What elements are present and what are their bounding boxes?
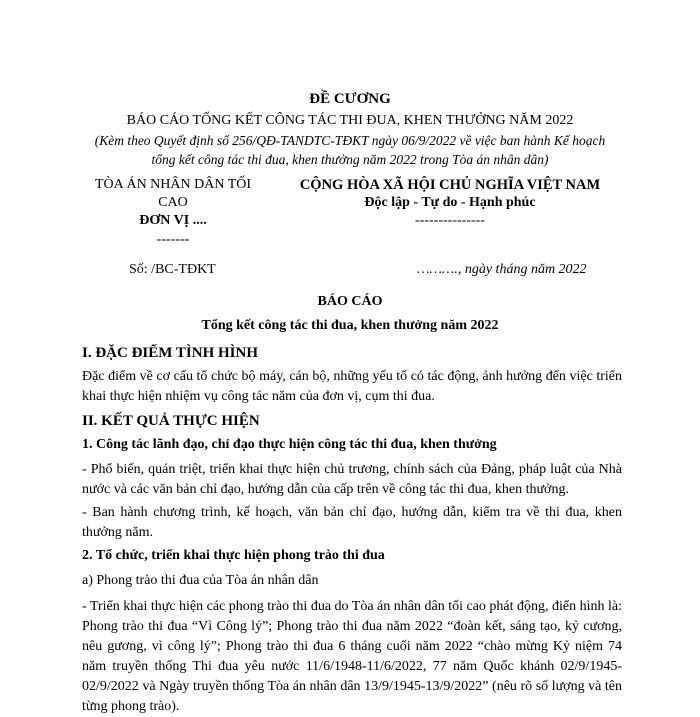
report-subtitle: Tổng kết công tác thi đua, khen thưởng năm 2022 <box>201 318 499 333</box>
doc-note-line2: tổng kết công tác thi đua, khen thưởng năm 2022 trong Tòa án nhân dân) <box>151 152 549 167</box>
section1-text: Đặc điểm về cơ cấu tổ chức bộ máy, cán bộ, những yếu tố có tác động, ảnh hưởng đến việc triển khai thực hiện nhiệm vụ công tác năm của đơn vị, cụm thi đua. <box>82 369 622 404</box>
report-title: BÁO CÁO <box>317 294 383 309</box>
sub2-item-a: a) Phong trào thi đua của Tòa án nhân dân <box>82 573 319 588</box>
sub1-paragraph1: - Phổ biến, quán triệt, triển khai thực hiện chủ trương, chính sách của Đảng, pháp luật của Nhà nước và các văn bản chỉ đạo, hướng dẫn của cấp trên về công tác thi đua, khen thưởng. <box>82 462 622 497</box>
section1-heading: I. ĐẶC ĐIỂM TÌNH HÌNH <box>82 345 258 361</box>
doc-number: Số: /BC-TĐKT <box>129 262 216 277</box>
doc-subtitle: BÁO CÁO TỔNG KẾT CÔNG TÁC THI ĐUA, KHEN THƯỞNG NĂM 2022 <box>126 113 574 128</box>
sub1-paragraph2: - Ban hành chương trình, kế hoạch, văn bản chỉ đạo, hướng dẫn, kiểm tra về thi đua, khen thưởng năm. <box>82 505 622 540</box>
header-right-motto: Độc lập - Tự do - Hạnh phúc <box>364 195 536 210</box>
header-left-divider: ------- <box>156 232 190 247</box>
sub2-paragraph1: - Triển khai thực hiện các phong trào thi đua do Tòa án nhân dân tối cao phát động, điển hình là: Phong trào thi đua “Vì Công lý”; Phong trào thi đua năm 2022 “đoàn kết, sáng tạo, kỷ cương, nêu gương, vì công lý”; Phong trào thi đua 6 tháng cuối năm 2022 “chào mừng Kỷ niệm 74 năm truyền thống Thi đua yêu nước 11/6/1948-11/6/2022, 77 năm Quốc khánh 02/9/1945-02/9/2022 và Ngày truyền thống Tòa án nhân dân 13/9/1945-13/9/2022” (nêu rõ số lượng và tên từng phong trào). <box>82 599 622 714</box>
doc-note-line1: (Kèm theo Quyết định số 256/QĐ-TANDTC-TĐKT ngày 06/9/2022 về việc ban hành Kế hoạch <box>94 133 606 148</box>
header-left-unit: ĐƠN VỊ .... <box>139 213 207 228</box>
header-right-nation: CỘNG HÒA XÃ HỘI CHỦ NGHĨA VIỆT NAM <box>299 177 601 193</box>
header-left-line1: TÒA ÁN NHÂN DÂN TỐI <box>94 177 252 192</box>
sub1-heading: 1. Công tác lãnh đạo, chỉ đạo thực hiện công tác thi đua, khen thưởng <box>82 437 497 452</box>
doc-date: ………., ngày tháng năm 2022 <box>417 262 587 277</box>
doc-title: ĐỀ CƯƠNG <box>309 91 391 107</box>
section2-heading: II. KẾT QUẢ THỰC HIỆN <box>82 413 260 429</box>
sub2-heading: 2. Tổ chức, triển khai thực hiện phong trào thi đua <box>82 548 385 563</box>
header-right-divider: --------------- <box>415 213 485 228</box>
header-left-line2: CAO <box>158 195 188 210</box>
